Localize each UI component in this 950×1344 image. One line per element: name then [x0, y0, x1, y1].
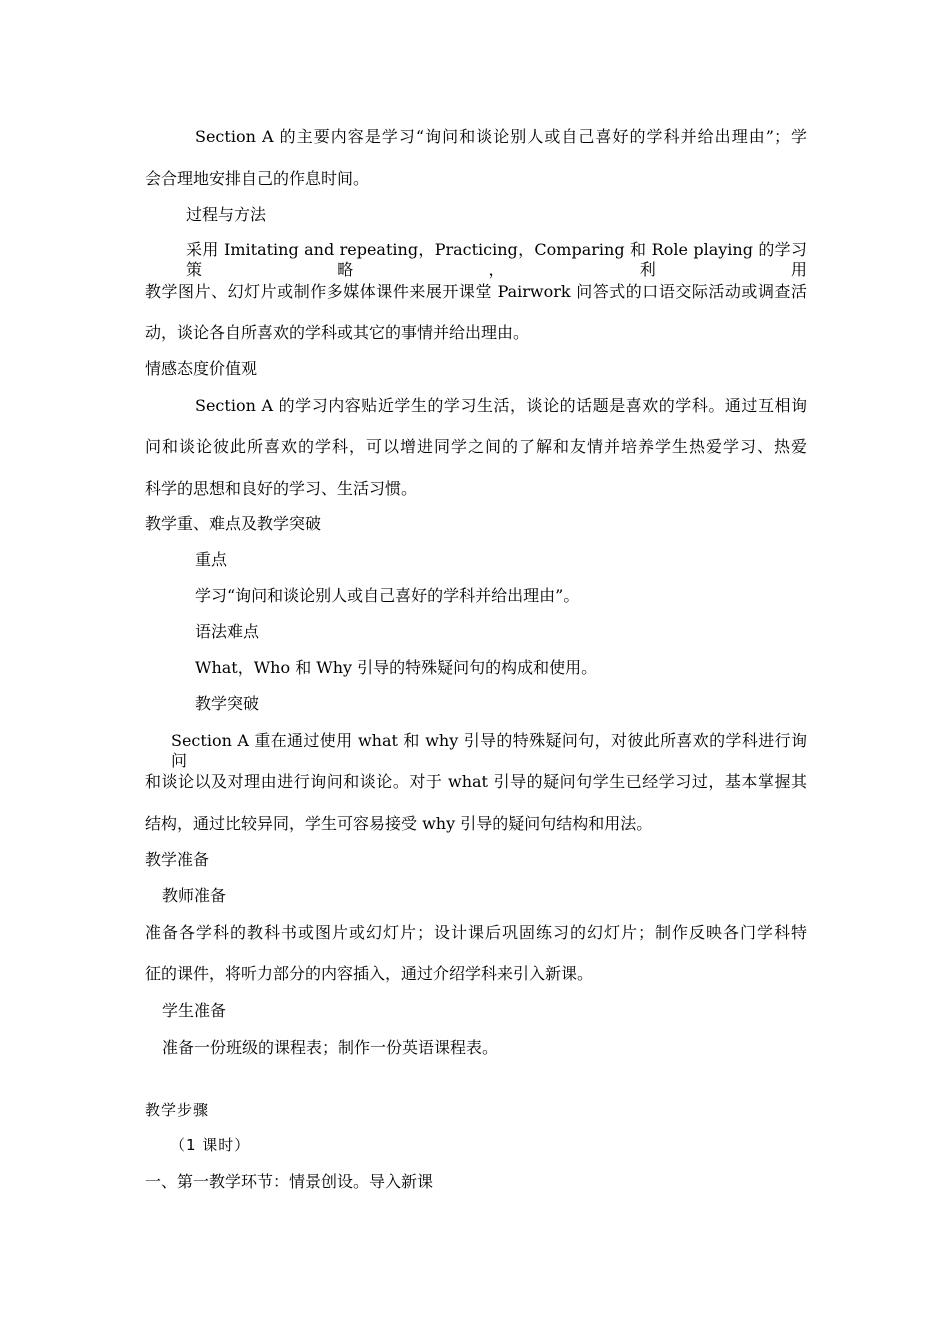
process-line-1: 采用 Imitating and repeating，Practicing，Comparing 和 Role playing 的学习策略，利用 — [186, 240, 807, 279]
key-points-heading: 教学重、难点及教学突破 — [145, 514, 322, 533]
emotion-heading: 情感态度价值观 — [145, 359, 258, 378]
breakthrough-line-3: 结构，通过比较异同，学生可容易接受 why 引导的疑问句结构和用法。 — [145, 814, 653, 833]
steps-heading: 教学步骤 — [145, 1101, 210, 1119]
preparation-heading: 教学准备 — [145, 850, 210, 869]
breakthrough-heading: 教学突破 — [195, 694, 260, 713]
emotion-line-1: Section A 的学习内容贴近学生的学习生活，谈论的话题是喜欢的学科。通过互相询 — [195, 396, 807, 415]
teacher-prep-line-2: 征的课件，将听力部分的内容插入，通过介绍学科来引入新课。 — [145, 964, 594, 983]
focus-text: 学习“询问和谈论别人或自己喜好的学科并给出理由”。 — [195, 586, 580, 605]
grammar-heading: 语法难点 — [195, 622, 260, 641]
step-1-heading: 一、第一教学环节：情景创设。导入新课 — [145, 1172, 434, 1191]
knowledge-line-2: 会合理地安排自己的作息时间。 — [145, 169, 370, 188]
teacher-prep-heading: 教师准备 — [162, 886, 227, 905]
process-line-2: 教学图片、幻灯片或制作多媒体课件来展开课堂 Pairwork 问答式的口语交际活动或调查活 — [145, 282, 807, 301]
teacher-prep-line-1: 准备各学科的教科书或图片或幻灯片；设计课后巩固练习的幻灯片；制作反映各门学科特 — [145, 923, 807, 942]
knowledge-line-1: Section A 的主要内容是学习“询问和谈论别人或自己喜好的学科并给出理由”；学 — [195, 127, 807, 146]
focus-heading: 重点 — [195, 550, 228, 569]
grammar-text: What，Who 和 Why 引导的特殊疑问句的构成和使用。 — [195, 658, 598, 677]
emotion-line-3: 科学的思想和良好的学习、生活习惯。 — [145, 479, 418, 498]
student-prep-heading: 学生准备 — [162, 1001, 227, 1020]
student-prep-text: 准备一份班级的课程表；制作一份英语课程表。 — [162, 1038, 499, 1057]
breakthrough-line-1: Section A 重在通过使用 what 和 why 引导的特殊疑问句，对彼此所喜欢的学科进行询问 — [171, 731, 807, 770]
process-heading: 过程与方法 — [186, 205, 267, 224]
period-label: （1 课时） — [170, 1136, 251, 1154]
emotion-line-2: 问和谈论彼此所喜欢的学科，可以增进同学之间的了解和友情并培养学生热爱学习、热爱 — [145, 437, 807, 456]
process-line-3: 动，谈论各自所喜欢的学科或其它的事情并给出理由。 — [145, 323, 530, 342]
breakthrough-line-2: 和谈论以及对理由进行询问和谈论。对于 what 引导的疑问句学生已经学习过，基本掌握其 — [145, 772, 807, 791]
